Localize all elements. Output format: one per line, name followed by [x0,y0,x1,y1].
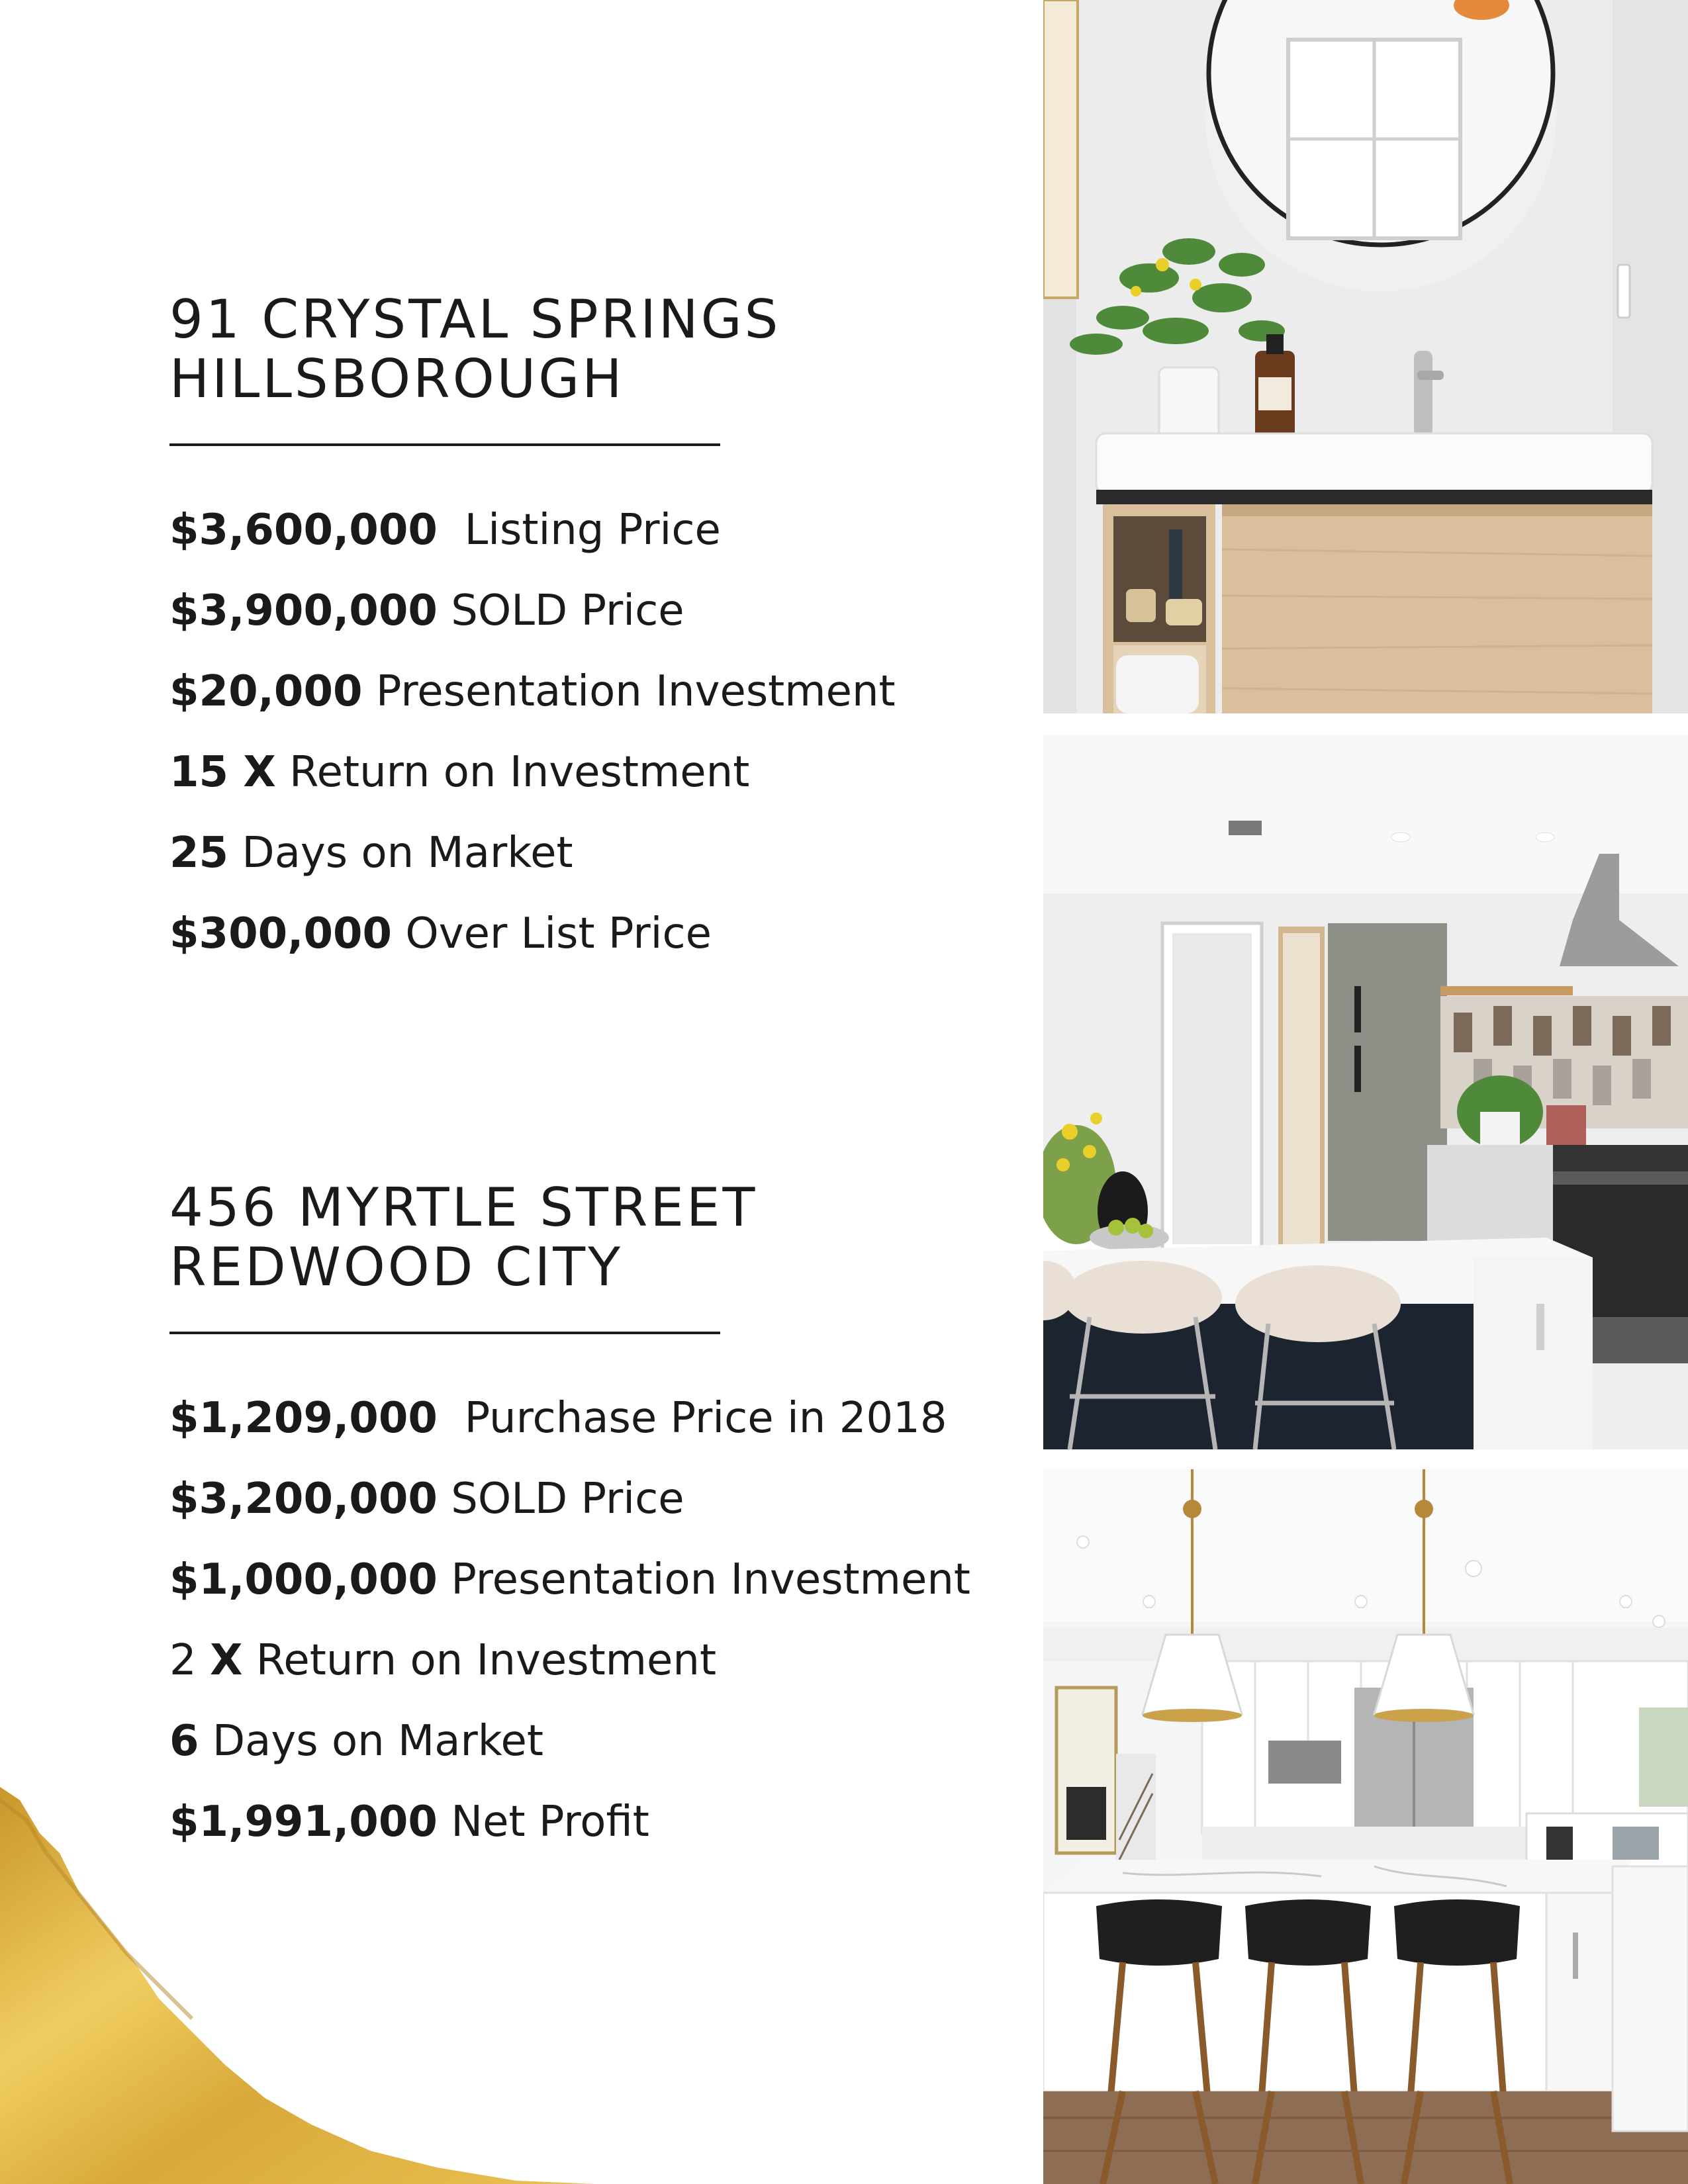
stat-sold-price [169,1459,997,1539]
stat-purchase-price [169,1378,997,1459]
stat-value: X [210,1636,243,1685]
stat-value: 25 [169,829,229,878]
stat-label: SOLD Price [451,1475,684,1524]
stat-value: $300,000 [169,909,393,958]
stat-label: Presentation Investment [375,667,896,716]
stat-label: SOLD Price [451,586,684,635]
stat-label: Days on Market [212,1717,543,1766]
photo-column [1043,0,1688,2184]
address-line-1: 456 MYRTLE STREET [169,1177,758,1238]
stat-presentation-investment [169,1539,997,1620]
stat-value: $1,209,000 [169,1394,438,1443]
stat-roi [169,1620,997,1701]
stat-label: Return on Investment [256,1636,717,1685]
address-line-1: 91 CRYSTAL SPRINGS [169,289,781,350]
divider-rule [169,1332,720,1334]
stat-prefix: 2 [169,1636,197,1685]
stat-label: Listing Price [464,506,721,555]
stat-label: Net Profit [451,1797,649,1846]
stat-value: $3,900,000 [169,586,438,635]
stat-label: Over List Price [405,909,712,958]
divider-rule [169,443,720,446]
stat-value: $1,991,000 [169,1797,438,1846]
stat-days-on-market [169,813,997,893]
stat-sold-price [169,570,997,651]
stat-value: $20,000 [169,667,363,716]
stat-net-profit [169,1782,997,1862]
stat-value: 15 X [169,748,276,797]
listing-address [169,290,997,409]
stat-over-list [169,893,997,974]
address-line-2: REDWOOD CITY [169,1236,623,1298]
stat-roi [169,732,997,813]
listing-crystal-springs [169,290,997,974]
stat-label: Return on Investment [289,748,750,797]
stat-label: Purchase Price in 2018 [464,1394,947,1443]
stat-label: Days on Market [242,829,573,878]
stat-value: $3,200,000 [169,1475,438,1524]
stat-value: 6 [169,1717,199,1766]
listing-myrtle-street [169,1178,997,1862]
stat-presentation-investment [169,651,997,732]
white-kitchen-pendants-photo [1043,1469,1688,2184]
stat-value: $3,600,000 [169,506,438,555]
stat-listing-price [169,490,997,570]
stat-value: $1,000,000 [169,1555,438,1604]
kitchen-island-photo [1043,735,1688,1449]
bathroom-vanity-photo [1043,0,1688,713]
stat-days-on-market [169,1701,997,1782]
stat-label: Presentation Investment [451,1555,970,1604]
address-line-2: HILLSBOROUGH [169,348,625,410]
listing-address [169,1178,997,1297]
